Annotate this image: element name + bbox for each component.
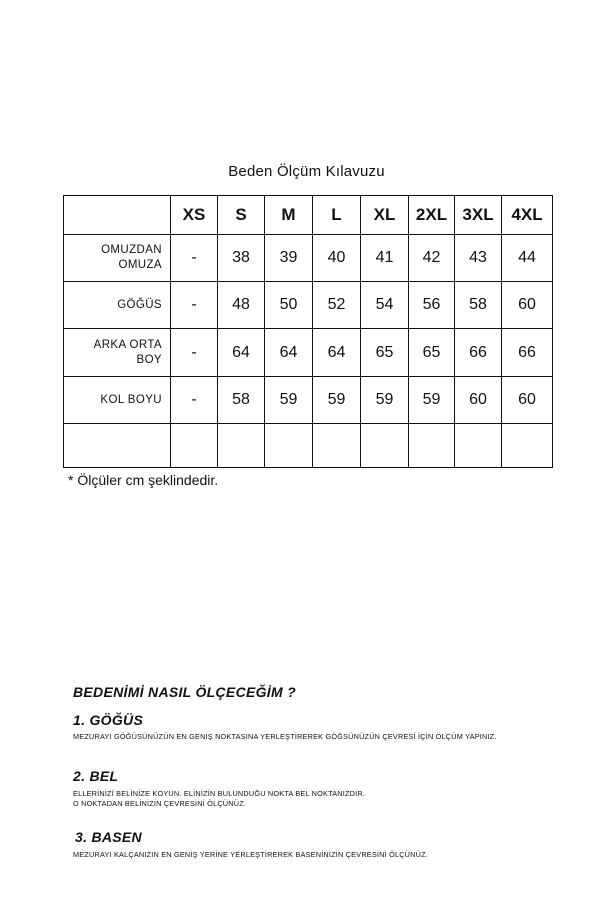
- table-row-empty: [64, 424, 553, 468]
- table-cell: 43: [455, 235, 502, 282]
- row-label-line: ARKA ORTA: [93, 338, 162, 351]
- table-cell: -: [171, 235, 218, 282]
- section-heading-hip: 3. BASEN: [75, 829, 142, 845]
- section-text-waist-line2: O NOKTADAN BELİNİZİN ÇEVRESİNİ ÖLÇÜNÜZ.: [73, 799, 247, 808]
- table-cell: 39: [265, 235, 313, 282]
- size-header-l: L: [313, 196, 361, 235]
- section-text-waist-line1: ELLERİNİZİ BELİNİZE KOYUN. ELİNİZİN BULUNDUĞU NOKTA BEL NOKTANIZDIR.: [73, 789, 366, 798]
- table-row: [64, 377, 553, 424]
- table-cell: 58: [455, 282, 502, 329]
- table-row: [64, 282, 553, 329]
- size-header-m: M: [265, 196, 313, 235]
- table-cell: -: [171, 282, 218, 329]
- table-cell: 64: [218, 329, 265, 377]
- table-cell: 58: [218, 377, 265, 424]
- table-cell: 54: [361, 282, 409, 329]
- section-heading-waist: 2. BEL: [73, 768, 119, 784]
- size-header-3xl: 3XL: [455, 196, 502, 235]
- measurement-unit-note: * Ölçüler cm şeklindedir.: [68, 472, 219, 488]
- table-cell-empty: [218, 424, 265, 468]
- size-header-s: S: [218, 196, 265, 235]
- table-cell: 60: [502, 282, 553, 329]
- table-cell: 56: [409, 282, 455, 329]
- table-cell-empty: [502, 424, 553, 468]
- table-cell-empty: [171, 424, 218, 468]
- table-cell: 66: [502, 329, 553, 377]
- table-cell-empty: [64, 424, 171, 468]
- table-cell: 50: [265, 282, 313, 329]
- table-cell: -: [171, 377, 218, 424]
- table-cell: 65: [361, 329, 409, 377]
- table-corner-cell: [64, 196, 171, 235]
- table-cell-empty: [455, 424, 502, 468]
- table-cell: 66: [455, 329, 502, 377]
- row-label: KOL BOYU: [64, 377, 171, 424]
- table-header-row: [64, 196, 553, 235]
- row-label: [64, 329, 171, 377]
- row-label: [64, 235, 171, 282]
- table-cell: -: [171, 329, 218, 377]
- table-cell-empty: [265, 424, 313, 468]
- table-cell: 42: [409, 235, 455, 282]
- table-row: [64, 235, 553, 282]
- row-label-line: OMUZA: [118, 259, 162, 271]
- table-cell: 59: [361, 377, 409, 424]
- table-cell: 65: [409, 329, 455, 377]
- row-label-line: BOY: [136, 353, 162, 366]
- table-cell: 40: [313, 235, 361, 282]
- table-cell: 38: [218, 235, 265, 282]
- table-cell: 41: [361, 235, 409, 282]
- row-label-line: OMUZDAN: [101, 244, 162, 256]
- size-header-xs: XS: [171, 196, 218, 235]
- size-chart-table: [63, 195, 553, 468]
- table-cell: 60: [455, 377, 502, 424]
- table-cell: 64: [313, 329, 361, 377]
- guide-title: BEDENİMİ NASIL ÖLÇECEĞİM ?: [73, 684, 296, 700]
- table-cell-empty: [313, 424, 361, 468]
- row-label: GÖĞÜS: [64, 282, 171, 329]
- table-cell: 59: [265, 377, 313, 424]
- table-row: [64, 329, 553, 377]
- table-cell: 64: [265, 329, 313, 377]
- size-header-2xl: 2XL: [409, 196, 455, 235]
- table-cell: 44: [502, 235, 553, 282]
- size-header-4xl: 4XL: [502, 196, 553, 235]
- table-cell: 52: [313, 282, 361, 329]
- table-cell: 48: [218, 282, 265, 329]
- table-cell: 59: [313, 377, 361, 424]
- table-cell: 60: [502, 377, 553, 424]
- section-heading-chest: 1. GÖĞÜS: [73, 712, 144, 728]
- table-cell-empty: [409, 424, 455, 468]
- table-cell: 59: [409, 377, 455, 424]
- size-header-xl: XL: [361, 196, 409, 235]
- table-cell-empty: [361, 424, 409, 468]
- page-title: Beden Ölçüm Kılavuzu: [228, 163, 385, 180]
- section-text-chest: MEZURAYI GÖĞÜSÜNÜZÜN EN GENİŞ NOKTASINA YERLEŞTİREREK GÖĞSÜNÜZÜN ÇEVRESİ İÇİN ÖLÇÜM YAPINIZ.: [73, 732, 497, 741]
- section-text-hip: MEZURAYI KALÇANIZIN EN GENİŞ YERİNE YERLEŞTİREREK BASENİNİZİN ÇEVRESİNİ ÖLÇÜNÜZ.: [73, 850, 428, 859]
